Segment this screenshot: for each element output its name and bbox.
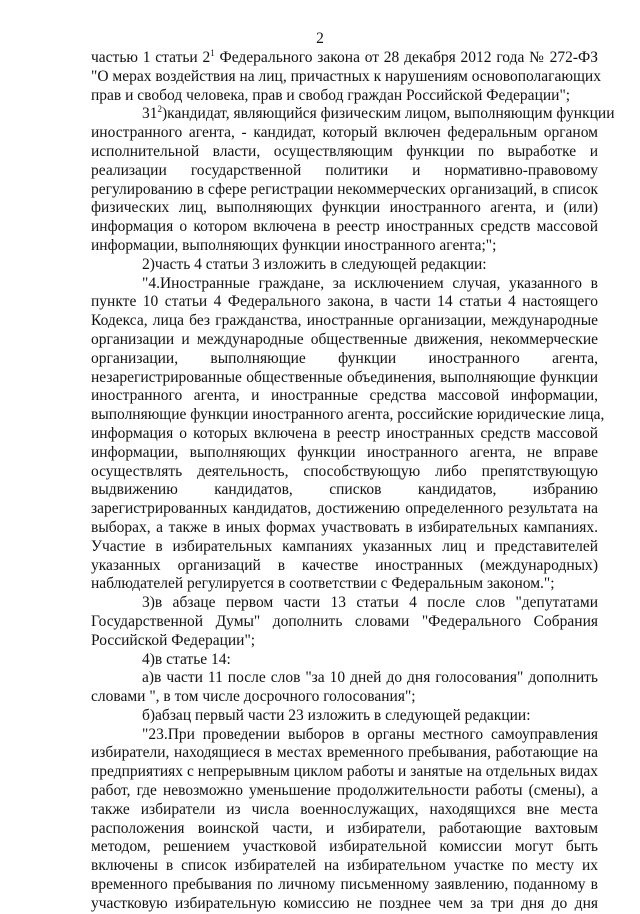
text-line: осуществлять деятельность, способствующую либо препятствующую — [91, 462, 598, 480]
text-line: информация о котором включена в реестр иностранных средств массовой — [91, 218, 598, 236]
text-line: Участие в избирательных кампаниях указанных лиц и представителей — [91, 537, 598, 555]
text-line: 4)в статье 14: — [142, 650, 231, 668]
text-segment: частью 1 статьи 2 — [91, 49, 211, 66]
text-line: информации, выполняющих функции иностранного агента, не вправе — [91, 443, 598, 461]
text-line — [91, 104, 615, 124]
document-body — [91, 47, 615, 914]
text-line: реализации государственной политики и нормативно-правовому — [91, 161, 598, 179]
text-line: работ, где невозможно уменьшение продолжительности работы (смены), а — [91, 782, 598, 800]
text-line: наблюдателей регулируется в соответствии с Федеральным законом."; — [91, 575, 555, 593]
text-line: б)абзац первый части 23 изложить в следующей редакции: — [142, 706, 531, 724]
text-line: избиратели, находящиеся в местах временного пребывания, работающие на — [91, 744, 598, 762]
text-line: иностранного агента, - кандидат, который включен федеральным органом — [91, 124, 598, 142]
page-number: 2 — [316, 30, 324, 47]
text-line: регулированию в сфере регистрации некоммерческих организаций, в список — [91, 180, 598, 198]
text-line: 3)в абзаце первом части 13 статьи 4 после слов "депутатами — [142, 594, 598, 612]
text-line: прав и свобод человека, прав и свобод граждан Российской Федерации"; — [91, 86, 571, 104]
text-line: расположения воинской части, и избиратели, работающие вахтовым — [91, 819, 598, 837]
text-line: выдвижению кандидатов, списков кандидатов, избранию — [91, 481, 598, 499]
text-line: незарегистрированные общественные объединения, выполняющие функции — [91, 368, 598, 386]
text-line: организации, выполняющие функции иностранного агента, — [91, 349, 598, 367]
text-line: иностранного агента, и иностранные средства массовой информации, — [91, 387, 598, 405]
text-line: Российской Федерации"; — [91, 631, 256, 649]
text-segment: )кандидат, являющийся физическим лицом, выполняющим функции — [162, 105, 615, 123]
text-line: Кодекса, лица без гражданства, иностранные организации, международные — [91, 312, 598, 330]
superscript: 1 — [210, 47, 215, 58]
text-line: 2)часть 4 статьи 3 изложить в следующей редакции: — [142, 255, 487, 273]
text-line: "4.Иностранные граждане, за исключением случая, указанного в — [142, 274, 598, 292]
text-line: предприятиях с непрерывным циклом работы и занятые на отдельных видах — [91, 763, 598, 781]
text-line: физических лиц, выполняющих функции иностранного агента, и (или) — [91, 199, 598, 217]
text-line: "23.При проведении выборов в органы местного самоуправления — [142, 725, 598, 743]
text-line: выполняющие функции иностранного агента, российские юридические лица, — [91, 406, 605, 424]
text-segment: 31 — [142, 105, 158, 123]
text-line: информация о которых включена в реестр иностранных средств массовой — [91, 424, 598, 442]
text-line: исполнительной власти, осуществляющим функции по выработке и — [91, 142, 598, 160]
text-line: включены в список избирателей на избирательном участке по месту их — [91, 857, 598, 875]
text-line: зарегистрированных кандидатов, достижению определенного результата на — [91, 500, 598, 518]
text-line: пункте 10 статьи 4 Федерального закона, в части 14 статьи 4 настоящего — [91, 293, 598, 311]
superscript: 2 — [157, 104, 162, 115]
text-line: Государственной Думы" дополнить словами "Федерального Собрания — [91, 612, 598, 630]
text-line: организации и международные общественные движения, некоммерческие — [91, 330, 598, 348]
text-line — [91, 49, 598, 68]
text-line: "О мерах воздействия на лиц, причастных к нарушениям основополагающих — [91, 67, 601, 85]
text-line: информации, выполняющих функции иностранного агента;"; — [91, 236, 497, 254]
text-line: также избиратели из числа военнослужащих, находящихся вне места — [91, 800, 598, 818]
text-segment: Федерального закона от 28 декабря 2012 года № 272-ФЗ — [214, 49, 598, 66]
text-line: а)в части 11 после слов "за 10 дней до дня голосования" дополнить — [142, 669, 598, 687]
text-line: временного пребывания по личному письменному заявлению, поданному в — [91, 876, 598, 894]
text-line: методом, решением участковой избирательной комиссии могут быть — [91, 838, 598, 856]
text-line: указанных организаций в качестве иностранных (международных) — [91, 556, 598, 574]
text-line: участковую избирательную комиссию не позднее чем за три дня до дня — [91, 894, 598, 912]
text-line: словами ", в том числе досрочного голосования"; — [91, 688, 416, 706]
text-line: выборах, а также в иных формах участвовать в избирательных кампаниях. — [91, 518, 598, 536]
